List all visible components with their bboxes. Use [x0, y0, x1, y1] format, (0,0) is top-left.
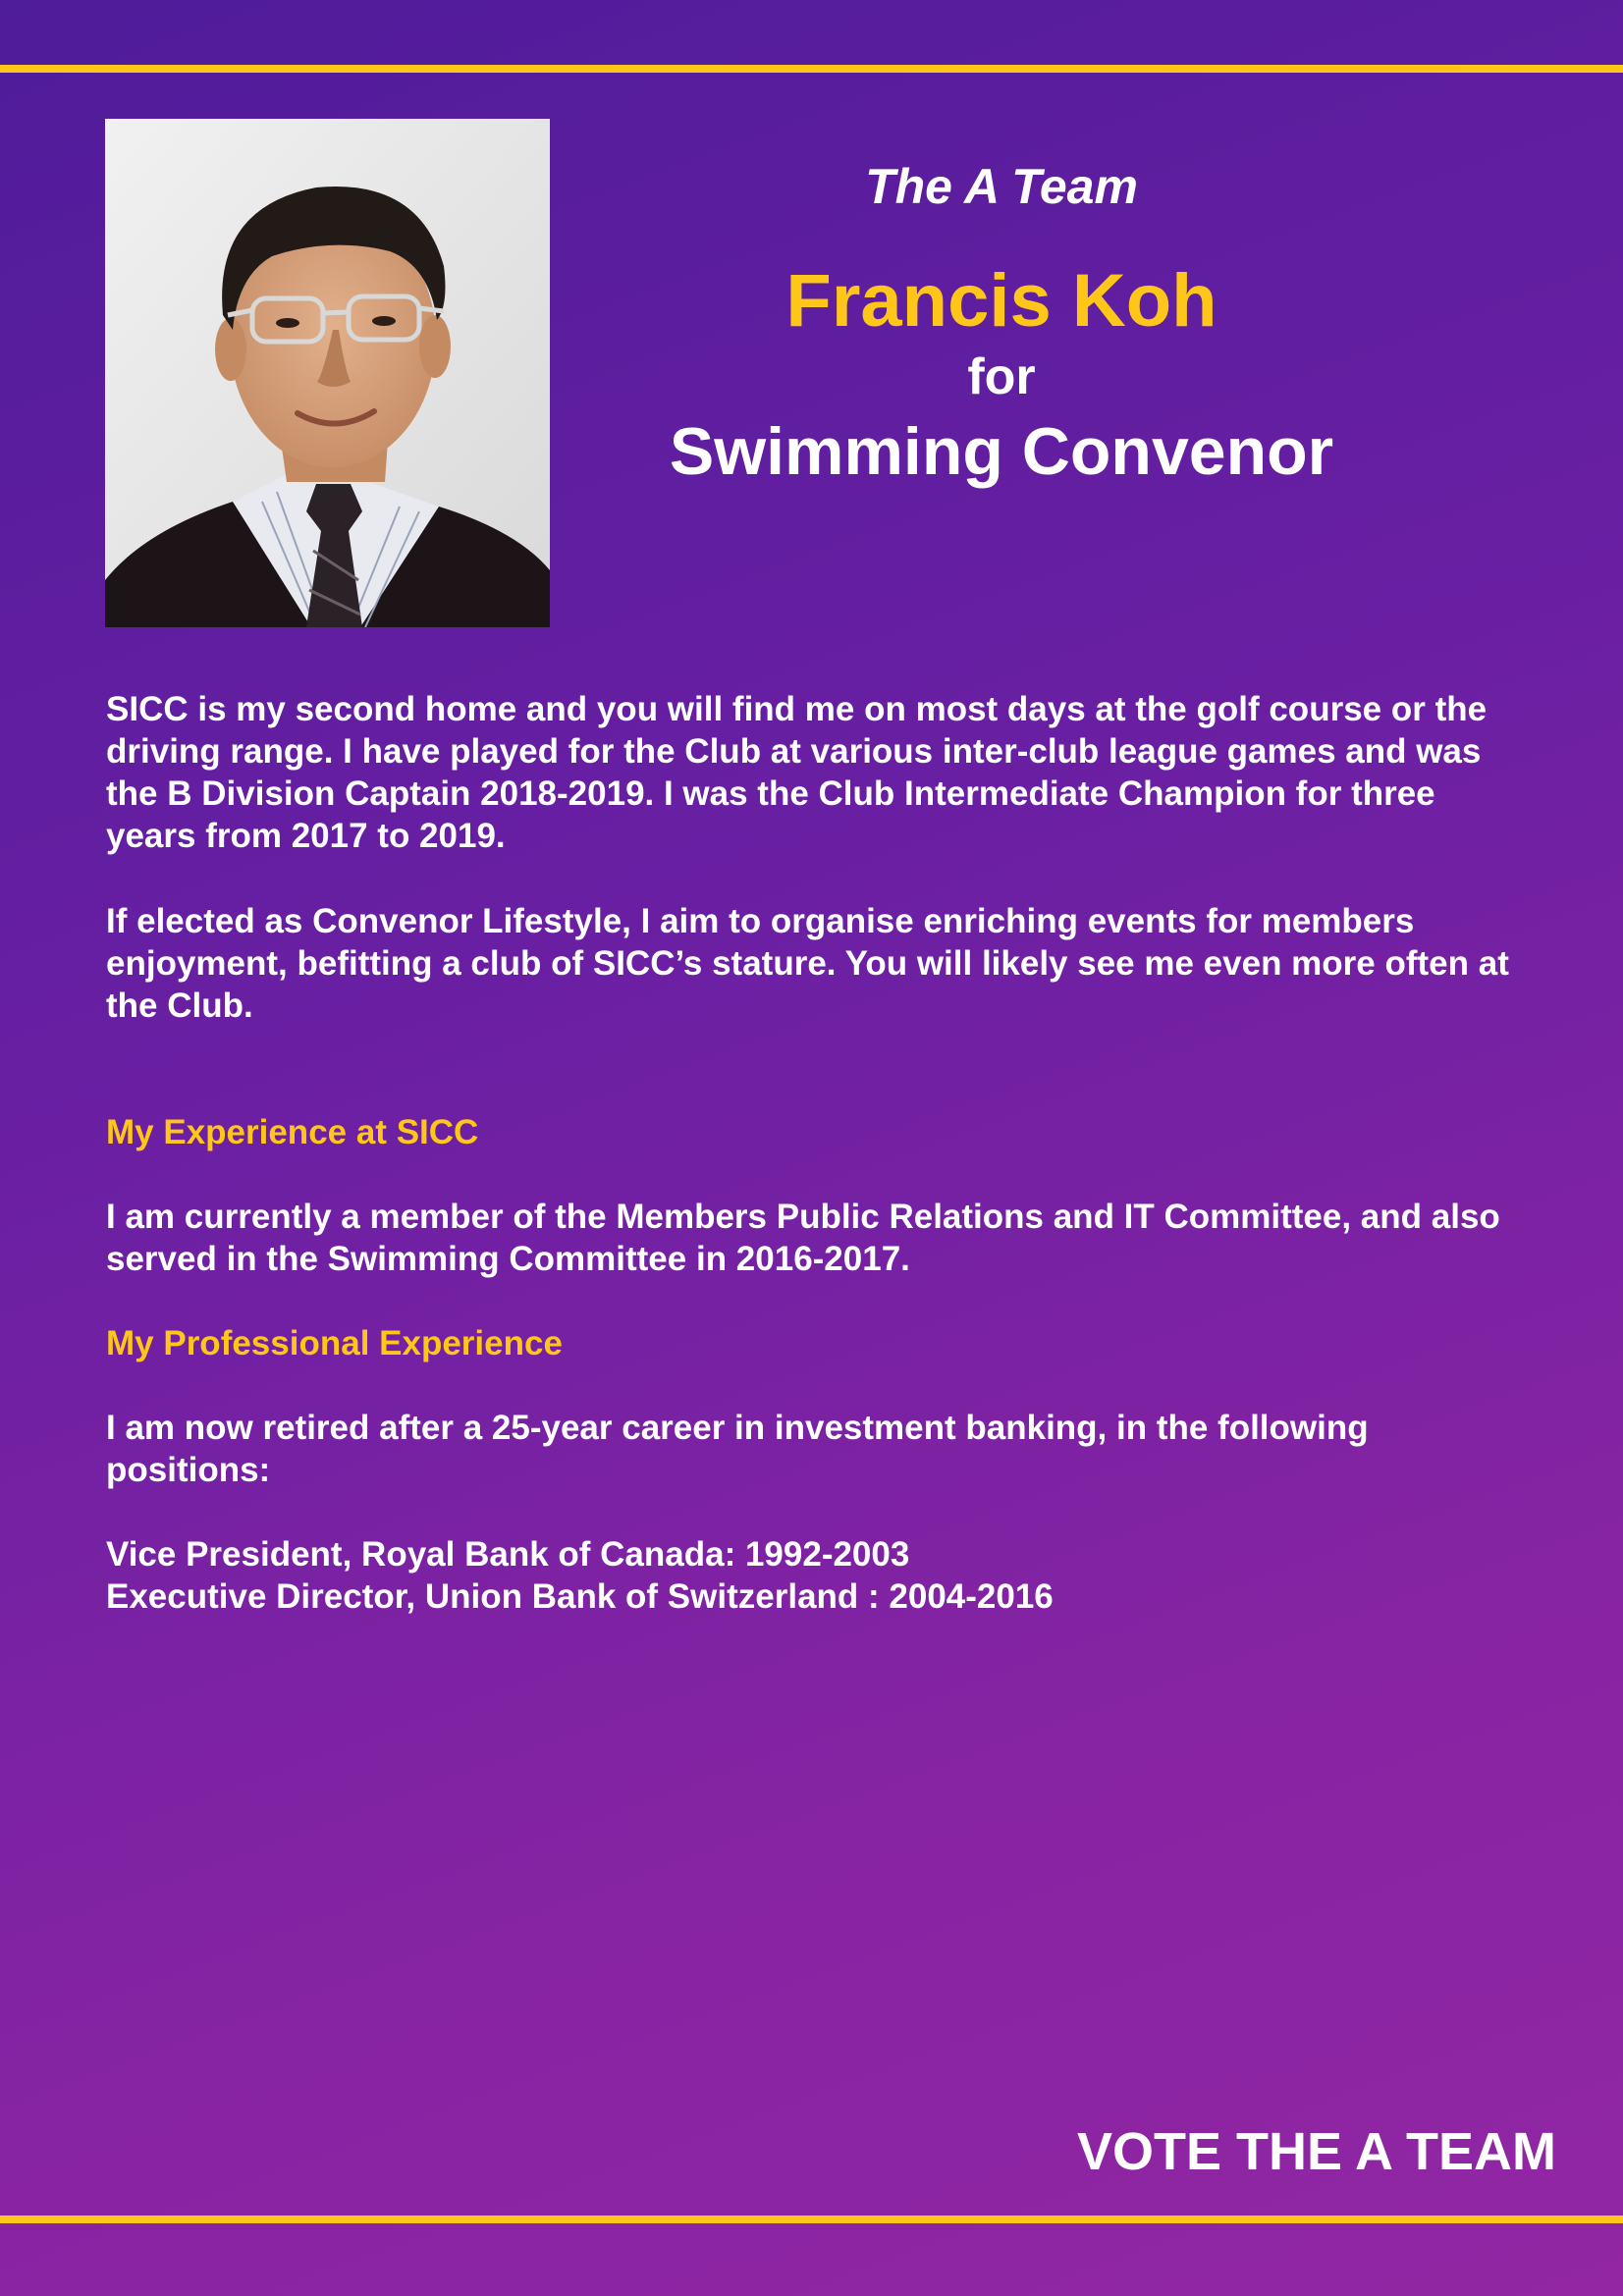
vote-slogan: VOTE THE A TEAM: [1076, 2122, 1556, 2181]
sicc-experience-text: I am currently a member of the Members Public Relations and IT Committee, and also served in the Swimming Committee in 2016-2017.: [106, 1198, 1500, 1278]
candidate-portrait: [105, 119, 550, 627]
position-item-2: Executive Director, Union Bank of Switzerland : 2004-2016: [106, 1577, 1054, 1616]
team-name: The A Team: [865, 159, 1138, 214]
top-accent-rule: [0, 65, 1623, 73]
professional-experience-text: I am now retired after a 25-year career in investment banking, in the following positions:: [106, 1409, 1369, 1489]
candidate-name: Francis Koh: [785, 259, 1217, 343]
intro-paragraph-1: SICC is my second home and you will find me on most days at the golf course or the driving range. I have played for the Club at various inter-club league games and was the B Division Captain 2018-2019. I was the Club Intermediate Champion for three years from 2017 to 2019.: [106, 690, 1488, 855]
for-word: for: [967, 348, 1036, 405]
intro-paragraph-2: If elected as Convenor Lifestyle, I aim to organise enriching events for members enjoyment, befitting a club of SICC’s stature. You will likely see me even more often at the Club.: [106, 902, 1509, 1025]
header-block: [609, 147, 1394, 495]
position-title: Swimming Convenor: [669, 414, 1334, 489]
position-item-1: Vice President, Royal Bank of Canada: 1992-2003: [106, 1535, 910, 1574]
bottom-accent-rule: [0, 2216, 1623, 2223]
sicc-experience-heading: My Experience at SICC: [106, 1113, 479, 1151]
portrait-illustration: [105, 119, 550, 627]
professional-experience-heading: My Professional Experience: [106, 1324, 563, 1362]
